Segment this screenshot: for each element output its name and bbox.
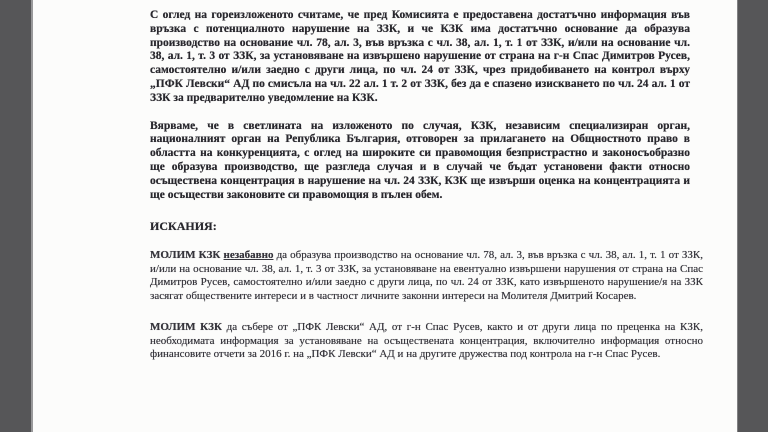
text-segment: МОЛИМ КЗК (150, 321, 227, 334)
text-segment: Вярваме, че в светлината на изложеното по случая, КЗК, независим специализиран орган, националният орган на Република България, отговорен за прилагането на Общностното право в областта на конкуренцията, с оглед на широките си правомощия безпристрастно и законосъобразно ще образува производство, ще разгледа случая и в случай че бъдат установени факти относно осъществена концентрация в нарушение на чл. 24 ЗЗК, КЗК ще извърши оценка на концентрацията и ще осъществи законовите си правомощия в пълен обем. (150, 119, 690, 201)
text-segment: МОЛИМ КЗК (150, 249, 224, 262)
opinion-paragraph (150, 9, 690, 106)
document-page (31, 0, 738, 432)
text-segment: да събере от „ПФК Левски“ АД, от г-н Спас Русев, както и от други лица по преценка на КЗК, необходимата информация за установяване на осъществената концентрация, включително информация относно финансовите отчети за 2016 г. на „ПФК Левски“ АД и на другите дружества под контрола на г-н Спас Русев. (150, 321, 703, 361)
text-segment: да образува производство на основание чл. 78, ал. 3, във връзка с чл. 38, ал. 1, т. 1 от ЗЗК, и/или на основание чл. 38, ал. 1, т. 3 от ЗЗК, за установяване на евентуално извършени нарушения от страна на Спас Димитров Русев, самостоятелно и/или заедно с други лица, по чл. 24 от ЗЗК, като извършеното нарушение/я на ЗЗК засягат обществените интереси и в частност личните законни интереси на Молителя Дмитрий Косарев. (150, 249, 703, 302)
requests-heading: ИСКАНИЯ: (150, 219, 217, 234)
text-segment: незабавно (223, 249, 274, 262)
text-segment: С оглед на гореизложеното считаме, че пред Комисията е предоставена достатъчно информация във връзка с потенциалното нарушение на ЗЗК, и че КЗК има достатъчно основание да образува производство на основание чл. 78, ал. 3, във връзка с чл. 38, ал. 1, т. 1 от ЗЗК, и/или на основание чл. 38, ал. 1, т. 3 от ЗЗК, за установяване на извършено нарушение от страна на г-н Спас Димитров Русев, самостоятелно и/или заедно с други лица, по чл. 24 от ЗЗК, чрез придобиването на контрол върху „ПФК Левски“ АД по смисъла на чл. 22 ал. 1 т. 2 от ЗЗК, без да е спазено изискването по чл. 24 ал. 1 от ЗЗК за предварително уведомление на КЗК. (150, 9, 690, 104)
request-paragraph-2 (150, 321, 703, 362)
request-paragraph-1 (150, 249, 703, 303)
document-text (150, 9, 706, 380)
belief-paragraph (150, 120, 690, 203)
